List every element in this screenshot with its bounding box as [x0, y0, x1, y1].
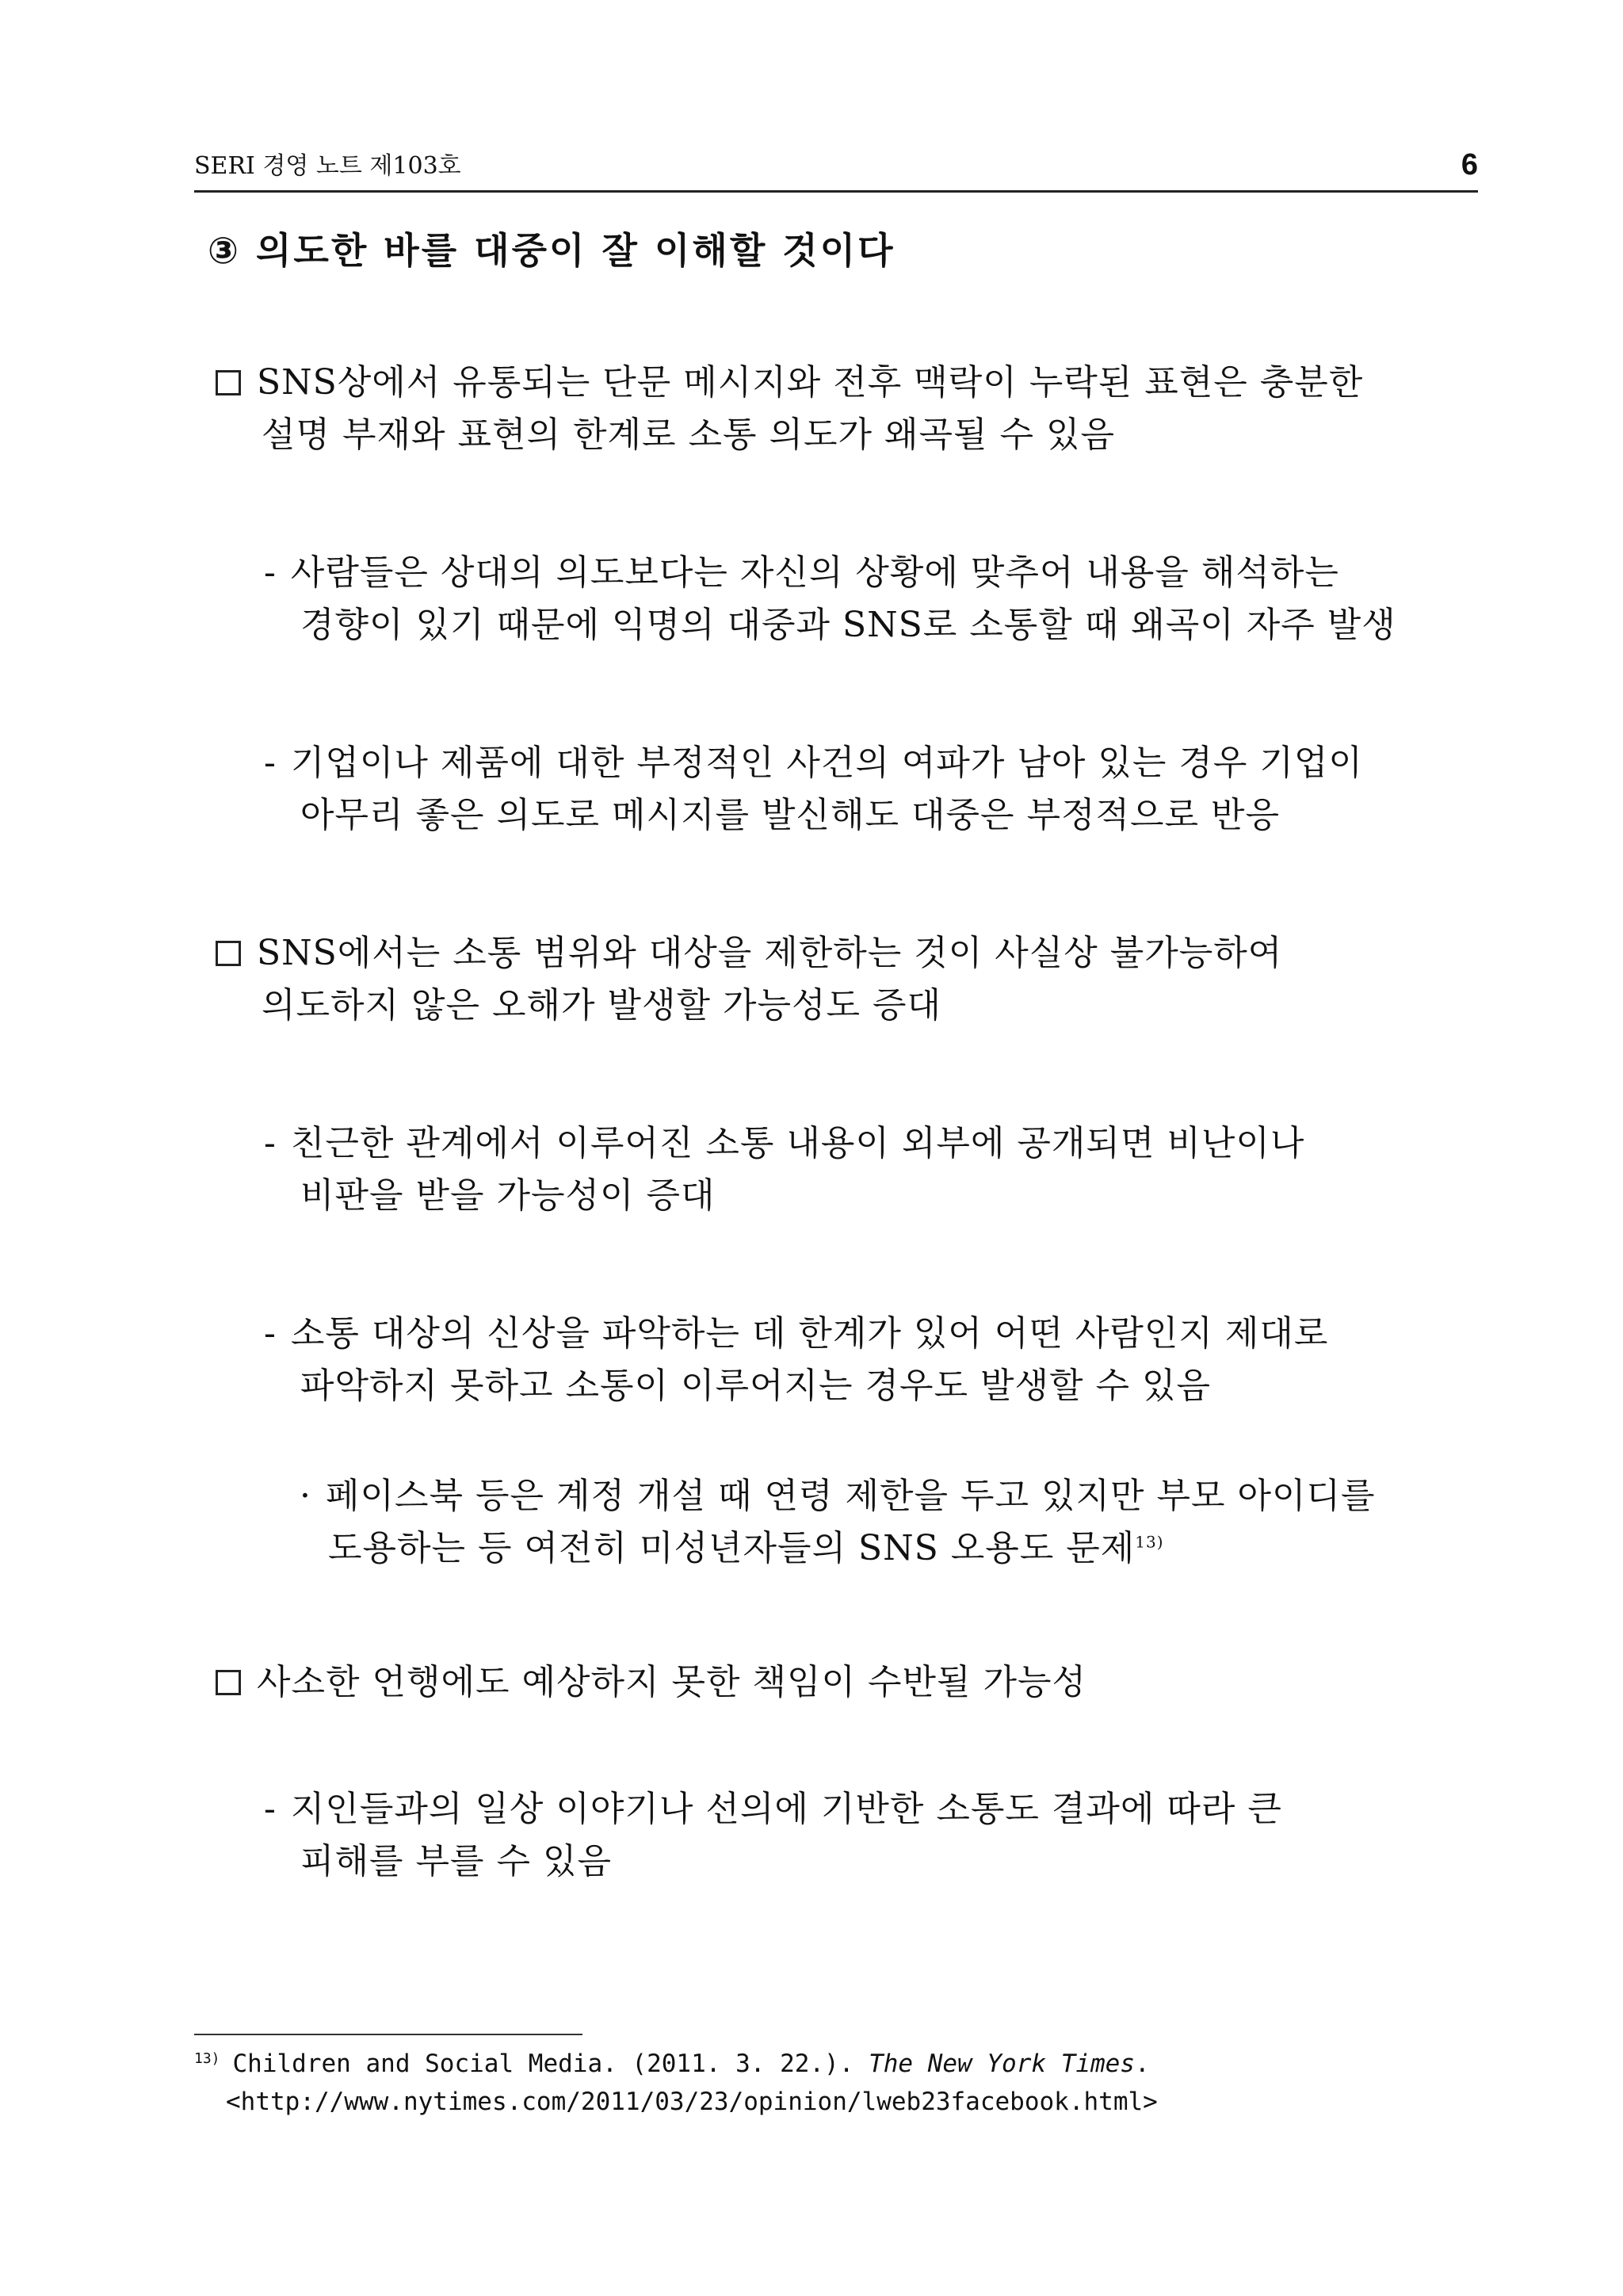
footnote-divider [194, 2034, 582, 2035]
dash-bullet: - [264, 1789, 277, 1829]
publication-title: SERI 경영 노트 제103호 [194, 152, 461, 180]
dash-bullet: - [264, 1123, 277, 1163]
paragraph-line: 아무리 좋은 의도로 메시지를 발신해도 대중은 부정적으로 반응 [300, 795, 1281, 835]
footnote-source-title: The New York Times [869, 2050, 1136, 2078]
footnote-marker: 13) [194, 2050, 220, 2067]
page-number: 6 [1461, 148, 1478, 181]
checkbox-square-icon [216, 941, 241, 966]
dot-item [300, 1470, 1375, 1575]
paragraph-line: 설명 부재와 표현의 한계로 소통 의도가 왜곡될 수 있음 [262, 415, 1115, 455]
paragraph-line: - 기업이나 제품에 대한 부정적인 사건의 여파가 남아 있는 경우 기업이 [264, 737, 1363, 789]
dash-item [264, 547, 1396, 651]
paragraph-line: 경향이 있기 때문에 익명의 대중과 SNS로 소통할 때 왜곡이 자주 발생 [300, 605, 1396, 645]
footnote-url-link[interactable]: <http://www.nytimes.com/2011/03/23/opinion/lweb23facebook.html> [226, 2088, 1158, 2116]
box-item [216, 927, 1282, 1032]
dash-item [264, 1783, 1282, 1888]
box-item [216, 1656, 1086, 1709]
page-header [194, 148, 1478, 190]
footnote-reference[interactable]: 13) [1135, 1532, 1164, 1552]
dot-bullet: · [300, 1476, 311, 1516]
checkbox-square-icon [216, 1670, 241, 1695]
paragraph-line: 사소한 언행에도 예상하지 못한 책임이 수반될 가능성 [216, 1656, 1086, 1709]
paragraph-line: SNS상에서 유통되는 단문 메시지와 전후 맥락이 누락된 표현은 충분한 [216, 357, 1363, 409]
section-heading: ③ 의도한 바를 대중이 잘 이해할 것이다 [208, 229, 896, 272]
footnote-citation: Children and Social Media. (2011. 3. 22.). [232, 2050, 869, 2078]
paragraph-line: - 사람들은 상대의 의도보다는 자신의 상황에 맞추어 내용을 해석하는 [264, 547, 1396, 599]
paragraph-line: - 소통 대상의 신상을 파악하는 데 한계가 있어 어떤 사람인지 제대로 [264, 1308, 1328, 1360]
checkbox-square-icon [216, 370, 241, 395]
paragraph-line: 의도하지 않은 오해가 발생할 가능성도 증대 [262, 985, 942, 1026]
paragraph-line: · 페이스북 등은 계정 개설 때 연령 제한을 두고 있지만 부모 아이디를 [300, 1470, 1375, 1522]
paragraph-line: - 지인들과의 일상 이야기나 선의에 기반한 소통도 결과에 따라 큰 [264, 1783, 1282, 1836]
dash-bullet: - [264, 552, 277, 593]
paragraph-line: SNS에서는 소통 범위와 대상을 제한하는 것이 사실상 불가능하여 [216, 927, 1282, 980]
dash-item [264, 737, 1363, 842]
box-item [216, 357, 1363, 461]
dash-bullet: - [264, 743, 277, 783]
footnote: $^{13)}$ Children and Social Media. (2011. 3. 22.). The New York Times. <http://www.nytimes.com/2011/03/23/opinion/lweb23facebook.html> [194, 2045, 1158, 2121]
dash-item [264, 1117, 1304, 1222]
paragraph-line: 비판을 받을 가능성이 증대 [300, 1175, 716, 1216]
dash-bullet: - [264, 1313, 277, 1354]
paragraph-line: - 친근한 관계에서 이루어진 소통 내용이 외부에 공개되면 비난이나 [264, 1117, 1304, 1170]
paragraph-line: 도용하는 등 여전히 미성년자들의 SNS 오용도 문제$^{13)}$ [328, 1528, 1164, 1568]
header-divider [194, 190, 1478, 193]
dash-item [264, 1308, 1328, 1412]
paragraph-line: 파악하지 못하고 소통이 이루어지는 경우도 발생할 수 있음 [300, 1366, 1211, 1406]
paragraph-line: 피해를 부를 수 있음 [300, 1841, 612, 1881]
